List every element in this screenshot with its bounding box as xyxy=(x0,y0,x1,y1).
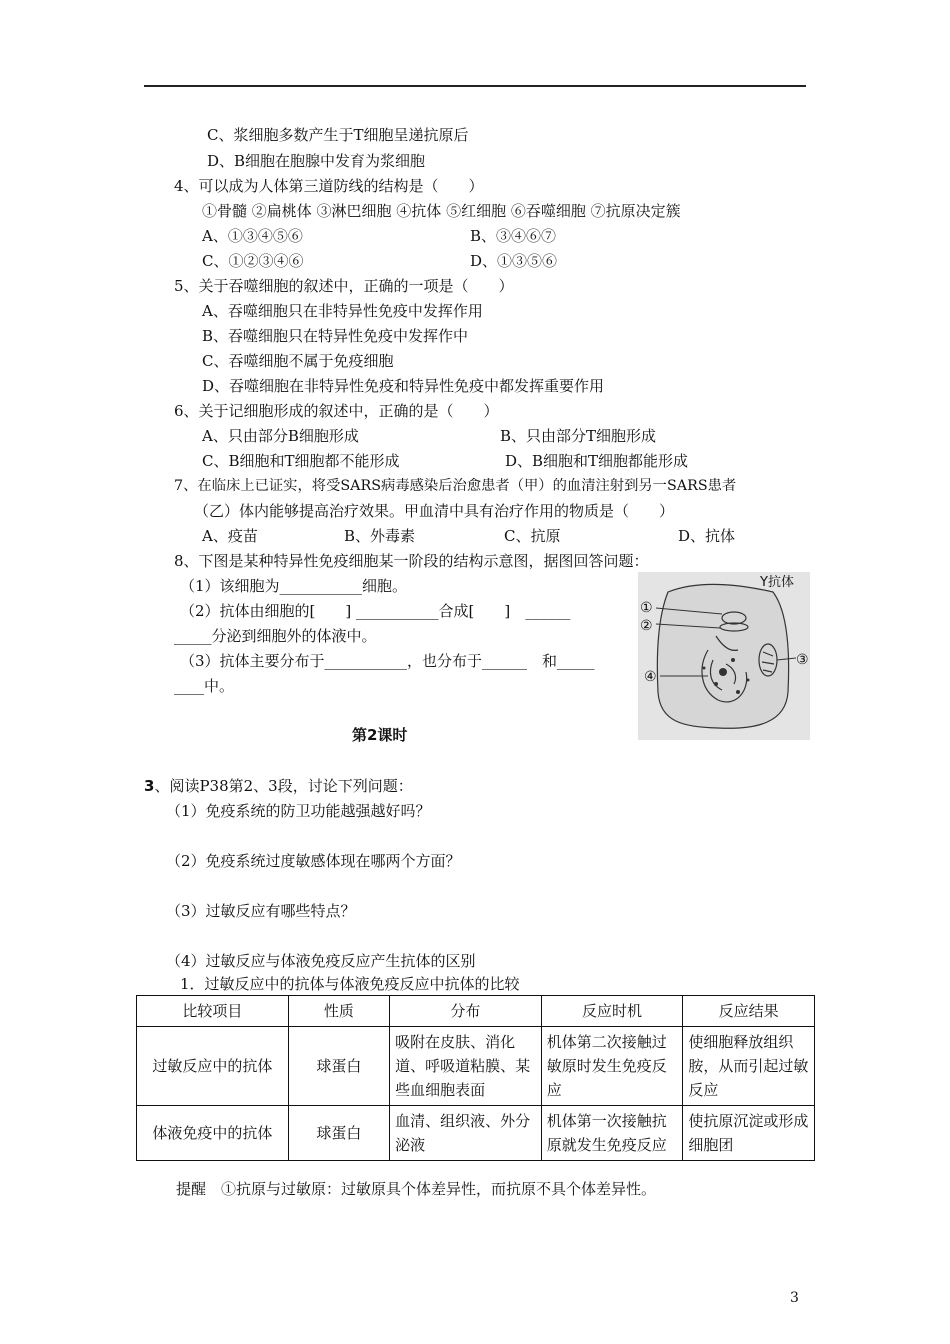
page-number: 3 xyxy=(790,1290,799,1306)
question-6-option-a: A、只由部分B细胞形成 xyxy=(202,427,359,445)
section-3-text: 、阅读P38第2、3段，讨论下列问题： xyxy=(154,777,413,795)
question-7-option-b: B、外毒素 xyxy=(344,527,416,545)
section-3-heading: 3、阅读P38第2、3段，讨论下列问题： xyxy=(144,777,413,795)
tip-line: 提醒 ①抗原与过敏原：过敏原具个体差异性，而抗原不具个体差异性。 xyxy=(176,1180,657,1198)
question-7-option-a: A、疫苗 xyxy=(202,527,258,545)
table-cell: 球蛋白 xyxy=(288,1106,389,1161)
question-4-option-a: A、①③④⑤⑥ xyxy=(202,227,303,245)
marker-2: ② xyxy=(640,618,653,634)
header-cell: 性质 xyxy=(288,996,389,1027)
cell-illustration xyxy=(638,572,810,740)
question-6-option-d: D、B细胞和T细胞都能形成 xyxy=(505,452,689,470)
table-row xyxy=(137,1027,815,1106)
option-d-line: D、B细胞在胞腺中发育为浆细胞 xyxy=(207,152,426,170)
question-7-line-2: （乙）体内能够提高治疗效果。甲血清中具有治疗作用的物质是（ ） xyxy=(194,502,675,520)
question-5-option-c: C、吞噬细胞不属于免疫细胞 xyxy=(202,352,394,370)
question-6-option-c: C、B细胞和T细胞都不能形成 xyxy=(202,452,400,470)
header-cell: 反应时机 xyxy=(541,996,683,1027)
section-3-question-3: （3）过敏反应有哪些特点？ xyxy=(166,902,356,920)
question-4-option-d: D、①③⑤⑥ xyxy=(470,252,558,270)
question-8-part-2b: _____分泌到细胞外的体液中。 xyxy=(174,627,377,645)
table-caption: 1．过敏反应中的抗体与体液免疫反应中抗体的比较 xyxy=(180,975,520,993)
section-3-question-2: （2）免疫系统过度敏感体现在哪两个方面？ xyxy=(166,852,461,870)
option-c-line: C、浆细胞多数产生于T细胞呈递抗原后 xyxy=(207,126,469,144)
table-header-row xyxy=(137,996,815,1027)
question-8-part-1: （1）该细胞为___________细胞。 xyxy=(180,577,408,595)
table-cell: 吸附在皮肤、消化道、呼吸道粘膜、某些血细胞表面 xyxy=(390,1027,542,1106)
question-8: 8、下图是某种特异性免疫细胞某一阶段的结构示意图，据图回答问题： xyxy=(174,552,649,570)
question-7-option-d: D、抗体 xyxy=(678,527,736,545)
section-3-question-1: （1）免疫系统的防卫功能越强越好吗？ xyxy=(166,802,431,820)
marker-4: ④ xyxy=(644,669,657,685)
question-4-option-b: B、③④⑥⑦ xyxy=(470,227,557,245)
question-5: 5、关于吞噬细胞的叙述中，正确的一项是（ ） xyxy=(174,277,514,295)
table-cell: 球蛋白 xyxy=(288,1027,389,1106)
question-4: 4、可以成为人体第三道防线的结构是（ ） xyxy=(174,177,484,195)
table-cell: 使抗原沉淀或形成细胞团 xyxy=(683,1106,815,1161)
table-cell: 使细胞释放组织胺，从而引起过敏反应 xyxy=(683,1027,815,1106)
plasma-cell-diagram xyxy=(638,572,810,740)
table-cell: 体液免疫中的抗体 xyxy=(137,1106,289,1161)
table-row xyxy=(137,1106,815,1161)
question-5-option-d: D、吞噬细胞在非特异性免疫和特异性免疫中都发挥重要作用 xyxy=(202,377,605,395)
question-8-part-3b: ____中。 xyxy=(174,677,235,695)
question-8-part-3a: （3）抗体主要分布于___________，也分布于______ 和_____ xyxy=(180,652,595,670)
question-5-option-a: A、吞噬细胞只在非特异性免疫中发挥作用 xyxy=(202,302,483,320)
section-3-question-4: （4）过敏反应与体液免疫反应产生抗体的区别 xyxy=(166,952,476,970)
question-4-items: ①骨髓 ②扁桃体 ③淋巴细胞 ④抗体 ⑤红细胞 ⑥吞噬细胞 ⑦抗原决定簇 xyxy=(202,202,681,220)
question-7-line-1: 7、在临床上已证实，将受SARS病毒感染后治愈患者（甲）的血清注射到另一SARS患者 xyxy=(174,478,737,494)
header-cell: 反应结果 xyxy=(683,996,815,1027)
table-cell: 机体第一次接触抗原就发生免疫反应 xyxy=(541,1106,683,1161)
marker-3: ③ xyxy=(796,652,809,668)
question-8-part-2a: （2）抗体由细胞的[ ] ___________合成[ ] ______ xyxy=(180,602,571,620)
lesson-title: 第2课时 xyxy=(352,726,408,744)
table-cell: 血清、组织液、外分泌液 xyxy=(390,1106,542,1161)
antibody-label: Y抗体 xyxy=(760,575,794,590)
question-6-option-b: B、只由部分T细胞形成 xyxy=(500,427,657,445)
question-6: 6、关于记细胞形成的叙述中，正确的是（ ） xyxy=(174,402,499,420)
antibody-comparison-table xyxy=(136,995,815,1161)
table-cell: 过敏反应中的抗体 xyxy=(137,1027,289,1106)
header-rule xyxy=(144,85,806,87)
question-4-option-c: C、①②③④⑥ xyxy=(202,252,304,270)
question-7-option-c: C、抗原 xyxy=(504,527,561,545)
table-cell: 机体第二次接触过敏原时发生免疫反应 xyxy=(541,1027,683,1106)
header-cell: 比较项目 xyxy=(137,996,289,1027)
header-cell: 分布 xyxy=(390,996,542,1027)
question-5-option-b: B、吞噬细胞只在特异性免疫中发挥作中 xyxy=(202,327,469,345)
marker-1: ① xyxy=(640,600,653,616)
